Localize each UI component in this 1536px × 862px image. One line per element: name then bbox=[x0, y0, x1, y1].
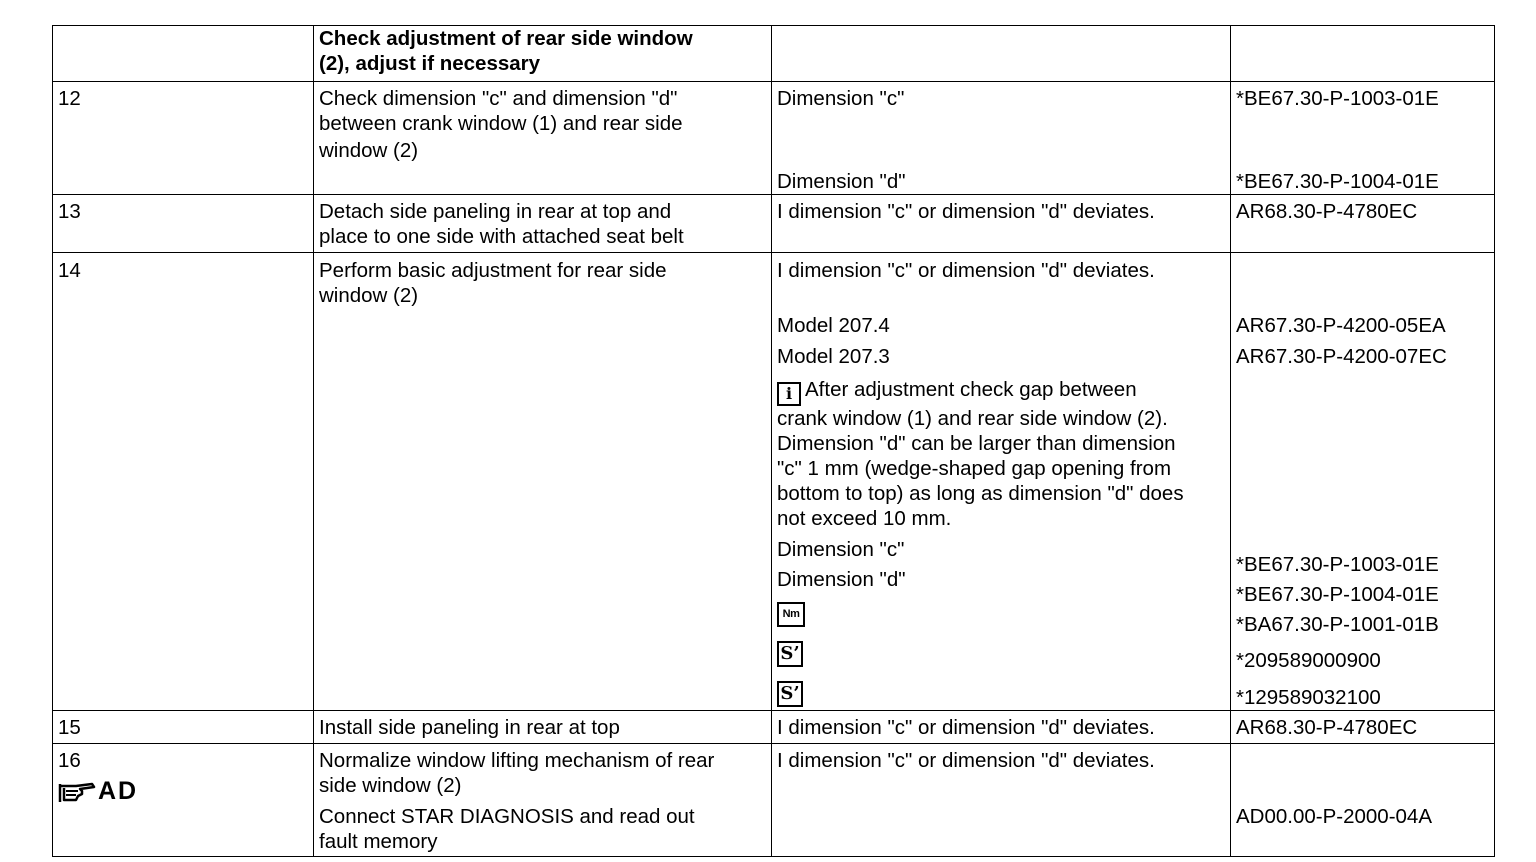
table-row-15 bbox=[53, 711, 1495, 744]
step-cell bbox=[53, 711, 314, 744]
info-icon: i bbox=[777, 382, 801, 406]
operation-cell bbox=[314, 195, 772, 253]
operation-text: between crank window (1) and rear side bbox=[319, 112, 683, 135]
reference-link[interactable]: AR68.30-P-4780EC bbox=[1236, 716, 1418, 739]
condition-cell bbox=[772, 253, 1231, 711]
note-text: not exceed 10 mm. bbox=[777, 507, 952, 530]
dimension-text: Dimension "d" bbox=[777, 568, 906, 591]
reference-cell bbox=[1231, 82, 1495, 195]
note-line bbox=[777, 377, 1225, 406]
reference-cell bbox=[1231, 711, 1495, 744]
note-text: After adjustment check gap between bbox=[805, 378, 1137, 401]
condition-cell bbox=[772, 195, 1231, 253]
special-tool-icon: S’ bbox=[777, 641, 803, 667]
step-number: 13 bbox=[58, 200, 81, 223]
step-number: 16 bbox=[58, 749, 81, 772]
step-number: 14 bbox=[58, 259, 81, 282]
operation-text: fault memory bbox=[319, 830, 438, 853]
condition-cell bbox=[772, 711, 1231, 744]
operation-text: Install side paneling in rear at top bbox=[319, 716, 620, 739]
step-cell bbox=[53, 744, 314, 857]
model-text: Model 207.3 bbox=[777, 345, 890, 368]
operation-text: Detach side paneling in rear at top and bbox=[319, 200, 672, 223]
condition-cell bbox=[772, 744, 1231, 857]
condition-text: I dimension "c" or dimension "d" deviates. bbox=[777, 200, 1155, 223]
operation-text: window (2) bbox=[319, 139, 419, 162]
reference-link[interactable]: AR68.30-P-4780EC bbox=[1236, 200, 1418, 223]
dimension-text: Dimension "c" bbox=[777, 538, 905, 561]
condition-text: I dimension "c" or dimension "d" deviates. bbox=[777, 716, 1155, 739]
reference-link[interactable]: *BE67.30-P-1004-01E bbox=[1236, 170, 1439, 193]
step-cell bbox=[53, 26, 314, 82]
reference-cell bbox=[1231, 26, 1495, 82]
note-text: "c" 1 mm (wedge-shaped gap opening from bbox=[777, 457, 1172, 480]
special-tool-icon: S’ bbox=[777, 681, 803, 707]
condition-cell bbox=[772, 26, 1231, 82]
procedure-table bbox=[52, 25, 1495, 857]
operation-text: Connect STAR DIAGNOSIS and read out bbox=[319, 805, 695, 828]
reference-link[interactable]: *209589000900 bbox=[1236, 649, 1381, 672]
operation-text: Perform basic adjustment for rear side bbox=[319, 259, 667, 282]
note-text: Dimension "d" can be larger than dimension bbox=[777, 432, 1176, 455]
model-text: Model 207.4 bbox=[777, 314, 890, 337]
reference-link[interactable]: *129589032100 bbox=[1236, 686, 1381, 709]
condition-text: I dimension "c" or dimension "d" deviates. bbox=[777, 749, 1155, 772]
step-number: 15 bbox=[58, 716, 81, 739]
reference-link[interactable]: AR67.30-P-4200-05EA bbox=[1236, 314, 1446, 337]
condition-text: Dimension "c" bbox=[777, 87, 905, 110]
table-row-13 bbox=[53, 195, 1495, 253]
reference-link[interactable]: *BE67.30-P-1003-01E bbox=[1236, 553, 1439, 576]
reference-cell bbox=[1231, 253, 1495, 711]
pointing-hand-icon bbox=[58, 780, 96, 804]
operation-text: Check dimension "c" and dimension "d" bbox=[319, 87, 678, 110]
operation-cell bbox=[314, 711, 772, 744]
diagnosis-badge bbox=[58, 779, 138, 804]
section-title-line1: Check adjustment of rear side window bbox=[319, 27, 693, 50]
reference-link[interactable]: AR67.30-P-4200-07EC bbox=[1236, 345, 1447, 368]
section-title-line2: (2), adjust if necessary bbox=[319, 52, 541, 75]
reference-cell bbox=[1231, 195, 1495, 253]
operation-cell bbox=[314, 253, 772, 711]
operation-text: window (2) bbox=[319, 284, 419, 307]
condition-text: Dimension "d" bbox=[777, 170, 906, 193]
reference-link[interactable]: AD00.00-P-2000-04A bbox=[1236, 805, 1433, 828]
reference-link[interactable]: *BE67.30-P-1003-01E bbox=[1236, 87, 1439, 110]
table-row-16 bbox=[53, 744, 1495, 857]
condition-text: I dimension "c" or dimension "d" deviates. bbox=[777, 259, 1155, 282]
operation-text: place to one side with attached seat belt bbox=[319, 225, 684, 248]
reference-link[interactable]: *BA67.30-P-1001-01B bbox=[1236, 613, 1439, 636]
operation-cell bbox=[314, 82, 772, 195]
operation-text: Normalize window lifting mechanism of rear bbox=[319, 749, 715, 772]
reference-cell bbox=[1231, 744, 1495, 857]
table-row-12 bbox=[53, 82, 1495, 195]
operation-cell bbox=[314, 26, 772, 82]
note-text: crank window (1) and rear side window (2). bbox=[777, 407, 1168, 430]
condition-cell bbox=[772, 82, 1231, 195]
operation-cell bbox=[314, 744, 772, 857]
ad-label: AD bbox=[98, 777, 139, 805]
step-cell bbox=[53, 195, 314, 253]
step-cell bbox=[53, 82, 314, 195]
step-cell bbox=[53, 253, 314, 711]
table-row-14 bbox=[53, 253, 1495, 711]
torque-icon: Nm bbox=[777, 602, 805, 627]
step-number: 12 bbox=[58, 87, 81, 110]
note-text: bottom to top) as long as dimension "d" does bbox=[777, 482, 1184, 505]
reference-link[interactable]: *BE67.30-P-1004-01E bbox=[1236, 583, 1439, 606]
table-row-header bbox=[53, 26, 1495, 82]
operation-text: side window (2) bbox=[319, 774, 462, 797]
